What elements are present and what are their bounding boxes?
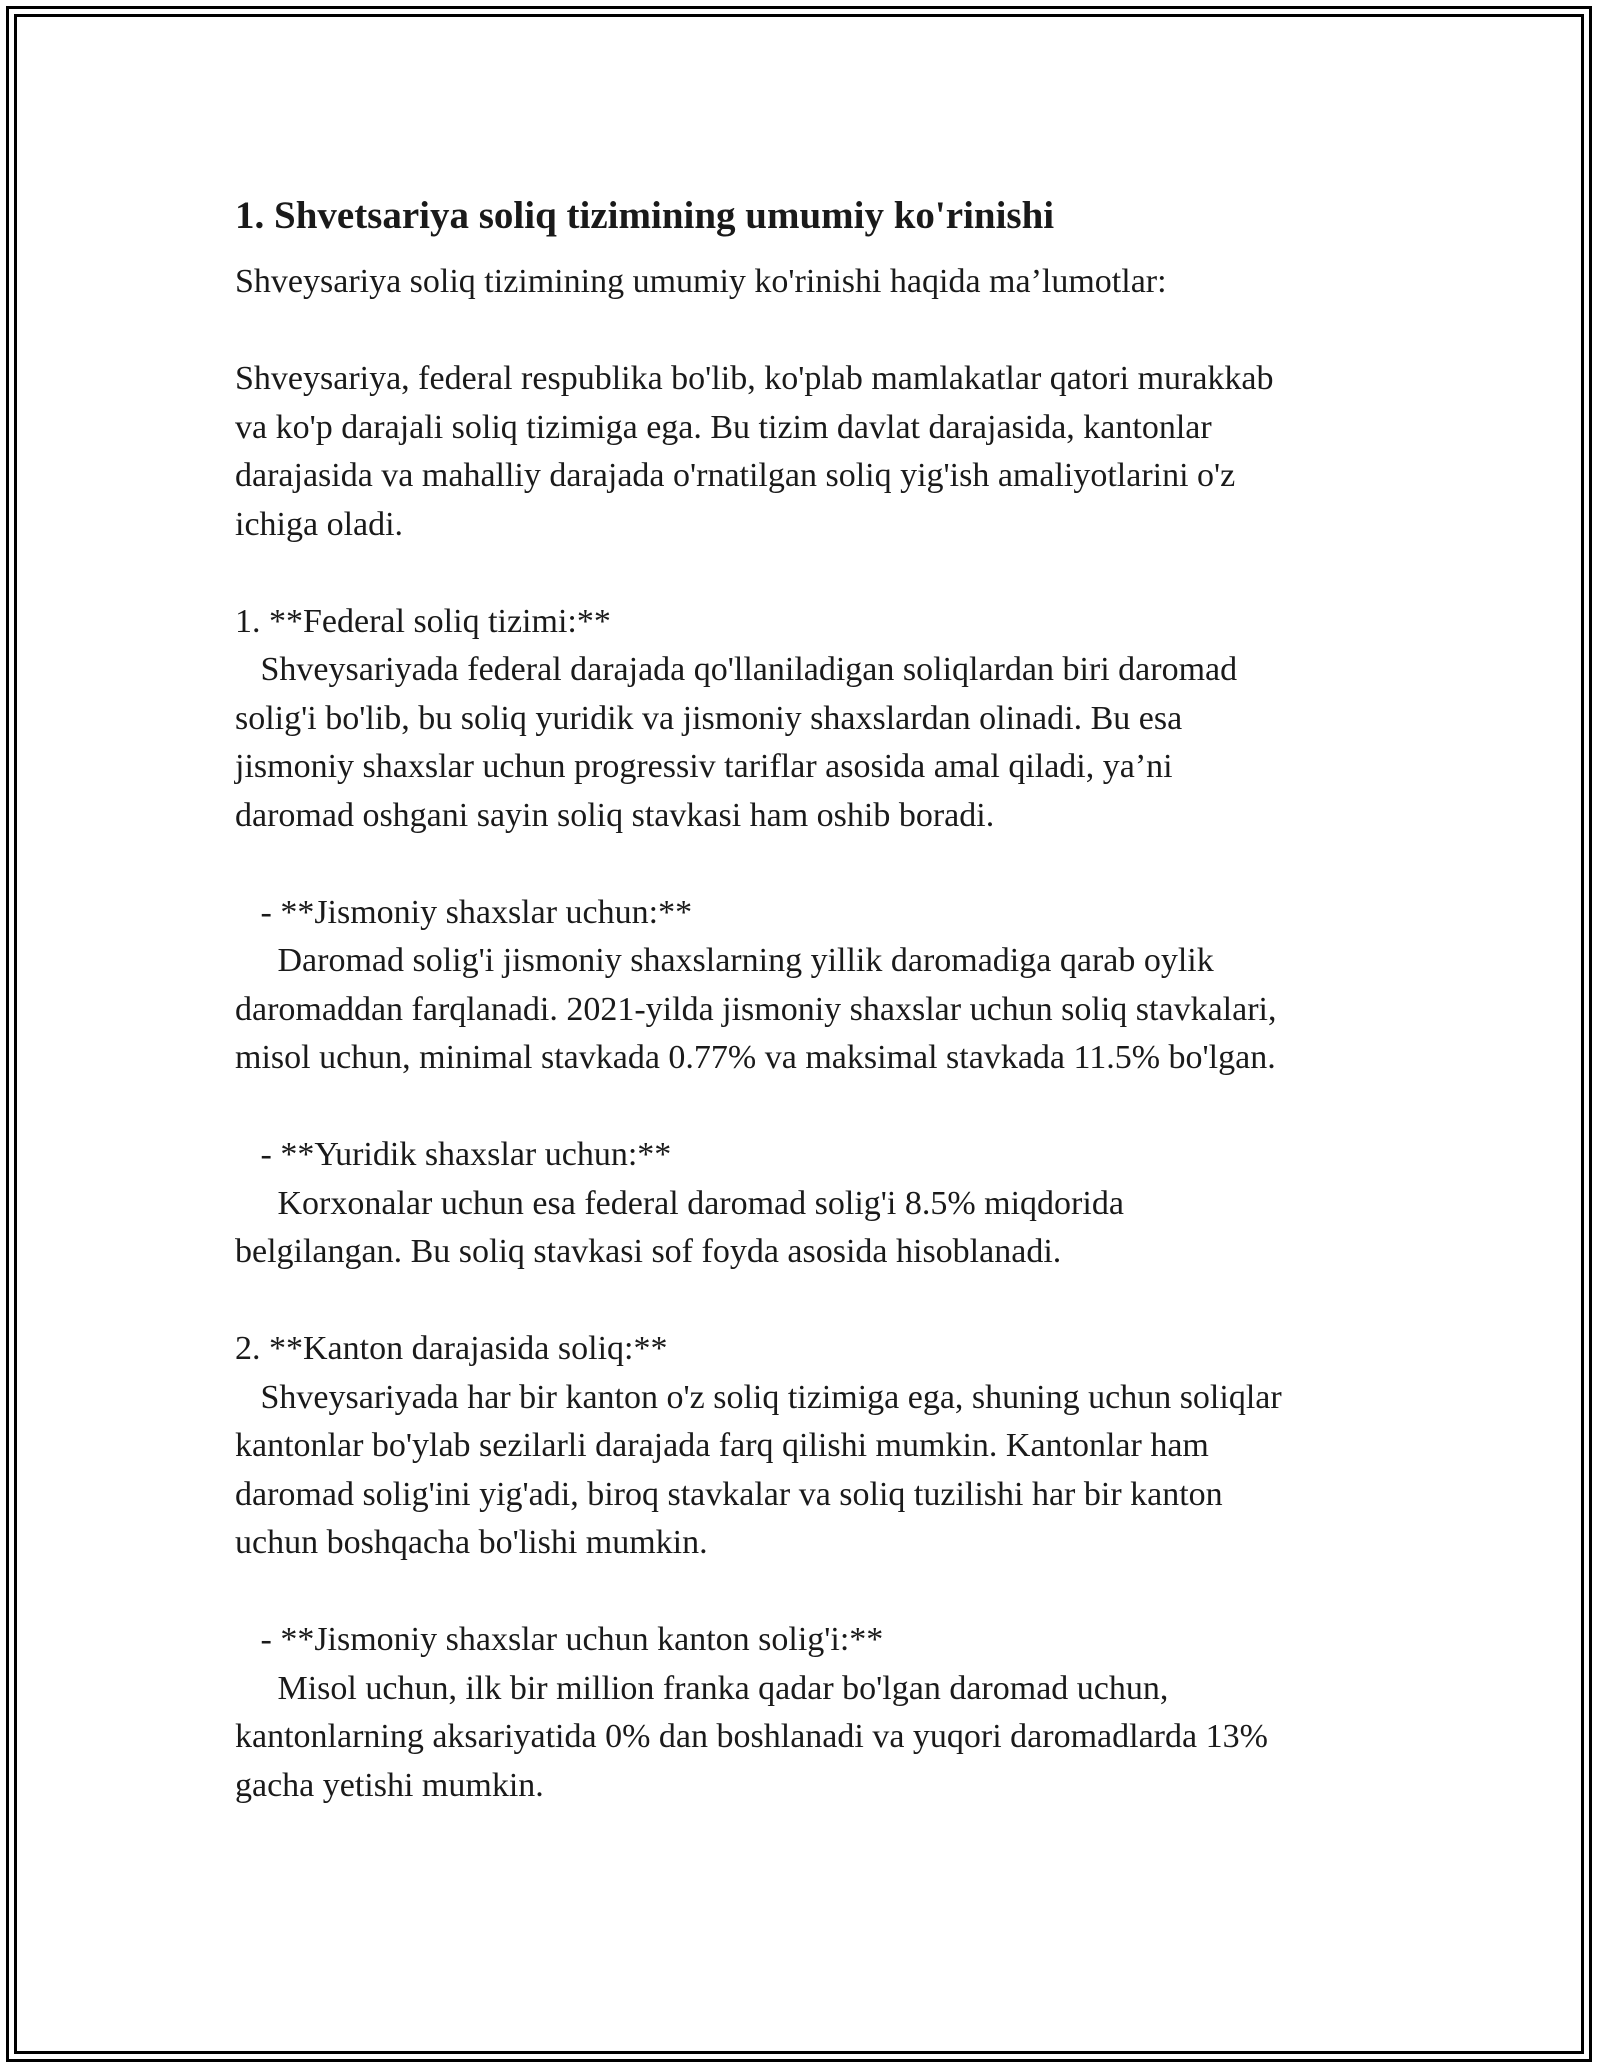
spacer [235, 1083, 1375, 1132]
overview-paragraph: Shveysariya, federal respublika bo'lib, ko'plab mamlakatlar qatori murakkab va ko'p darajali soliq tizimiga ega. Bu tizim davlat darajasida, kantonlar darajasida va mahalliy darajada o'rnatilgan soliq yig'ish amaliyotlarini o'z ichiga oladi. [235, 360, 1274, 543]
spacer [235, 840, 1375, 889]
intro-text: Shveysariya soliq tizimining umumiy ko'rinishi haqida ma’lumotlar: [235, 263, 1167, 300]
document-title: 1. Shvetsariya soliq tizimining umumiy ko'rinishi [235, 194, 1055, 237]
canton-individuals-heading: - **Jismoniy shaxslar uchun kanton solig'i:** [235, 1621, 884, 1658]
individuals-paragraph: Daromad solig'i jismoniy shaxslarning yillik daromadiga qarab oylik daromaddan farqlanadi. 2021-yilda jismoniy shaxslar uchun soliq stavkalari, misol uchun, minimal stavkada 0.77% va maksimal stavkada 11.5% bo'lgan. [235, 942, 1277, 1076]
legal-entities-paragraph: Korxonalar uchun esa federal daromad solig'i 8.5% miqdorida belgilangan. Bu soliq stavkasi sof foyda asosida hisoblanadi. [235, 1184, 1124, 1270]
spacer [235, 307, 1375, 356]
spacer [235, 549, 1375, 598]
canton-heading: 2. **Kanton darajasida soliq:** [235, 1330, 668, 1367]
document-body [235, 190, 1375, 1810]
federal-paragraph: Shveysariyada federal darajada qo'llaniladigan soliqlardan biri daromad solig'i bo'lib, bu soliq yuridik va jismoniy shaxslardan olinadi. Bu esa jismoniy shaxslar uchun progressiv tariflar asosida amal qiladi, ya’ni daromad oshgani sayin soliq stavkasi ham oshib boradi. [235, 651, 1238, 834]
canton-individuals-paragraph: Misol uchun, ilk bir million franka qadar bo'lgan daromad uchun, kantonlarning aksariyatida 0% dan boshlanadi va yuqori daromadlarda 13% gacha yetishi mumkin. [235, 1669, 1268, 1804]
canton-paragraph: Shveysariyada har bir kanton o'z soliq tizimiga ega, shuning uchun soliqlar kantonlar bo'ylab sezilarli darajada farq qilishi mumkin. Kantonlar ham daromad solig'ini yig'adi, biroq stavkalar va soliq tuzilishi har bir kanton uchun boshqacha bo'lishi mumkin. [235, 1378, 1282, 1561]
spacer [235, 1277, 1375, 1326]
federal-heading: 1. **Federal soliq tizimi:** [235, 602, 611, 640]
legal-entities-heading: - **Yuridik shaxslar uchun:** [235, 1136, 672, 1173]
individuals-heading: - **Jismoniy shaxslar uchun:** [235, 893, 693, 931]
spacer [235, 1568, 1375, 1617]
